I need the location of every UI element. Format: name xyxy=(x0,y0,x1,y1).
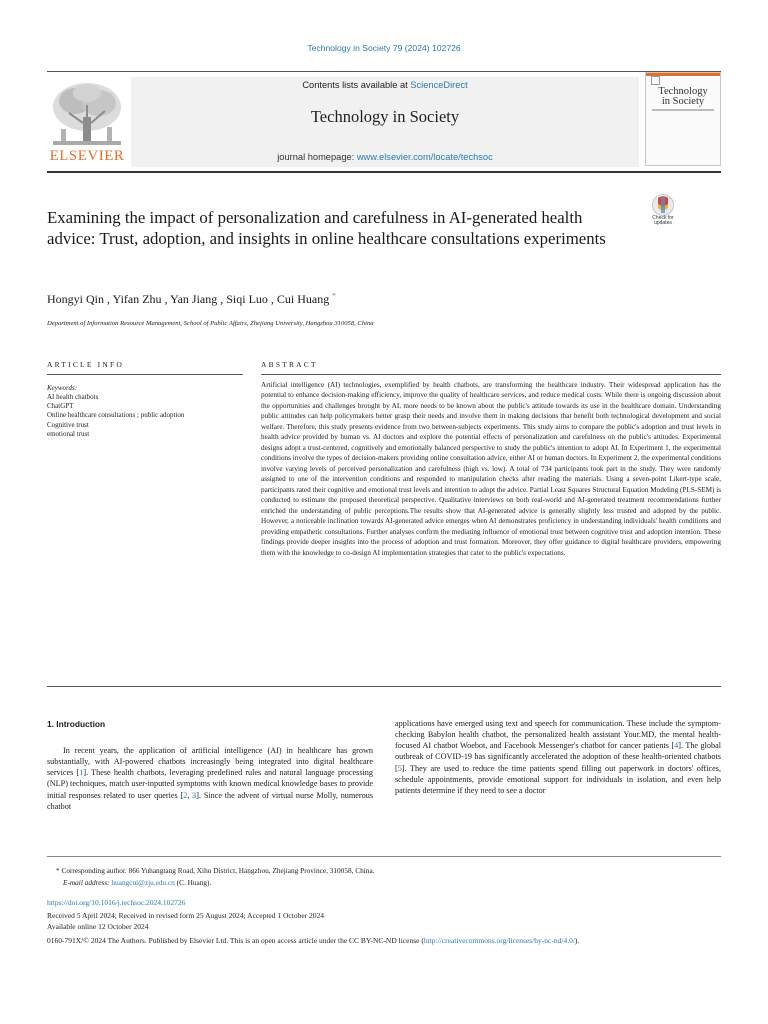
abstract-bottom-rule xyxy=(47,686,721,687)
dates-line: Received 5 April 2024; Received in revised form 25 August 2024; Accepted 1 October 2024 xyxy=(47,911,325,920)
keyword: ChatGPT xyxy=(47,402,74,411)
abstract-rule xyxy=(261,374,721,375)
contents-line xyxy=(131,80,639,90)
homepage-prefix: journal homepage: xyxy=(277,152,357,162)
author-list xyxy=(47,292,547,307)
email-link[interactable]: huangcui@zju.edu.cn xyxy=(111,878,175,887)
email-suffix: (C. Huang). xyxy=(174,878,212,887)
available-online-line: Available online 12 October 2024 xyxy=(47,922,149,931)
masthead-top-rule xyxy=(47,71,721,72)
crossmark-label-line2: updates xyxy=(654,220,672,227)
author-separator: , xyxy=(217,292,227,306)
body-text: applications have emerged using text and speech for communication. These include the symptom-checking Babylon health chatbot, the personalized health assistant Your.MD, the mental health-focused AI chatbot Woebot, and Facebook Messenger's chatbot for cancer patients [ xyxy=(395,719,721,751)
body-text: ]. Since the advent of virtual nurse Molly, numerous chatbot xyxy=(47,790,374,811)
crossmark-icon xyxy=(652,194,674,216)
crossmark-label xyxy=(646,216,680,227)
introduction-column-right xyxy=(395,718,721,796)
reference-link[interactable]: 4 xyxy=(674,741,679,751)
running-head[interactable]: Technology in Society 79 (2024) 102726 xyxy=(307,43,461,53)
crossmark-label-line1: Check for xyxy=(652,215,674,221)
keyword: AI health chatbots xyxy=(47,393,99,401)
body-text: , xyxy=(187,790,193,800)
cover-title-line1: Technology xyxy=(658,86,708,97)
body-text: In recent years, the application of artificial intelligence (AI) in healthcare has grown substantially, with AI-powered chatbots increasingly being integrated into digital healthcare services [ xyxy=(47,746,373,778)
reference-link[interactable]: 2 xyxy=(183,790,188,800)
author-name[interactable]: Siqi Luo xyxy=(226,292,268,306)
keyword: Cognitive trust xyxy=(47,420,89,429)
publisher-wordmark: ELSEVIER xyxy=(49,148,125,164)
email-footnote xyxy=(63,878,211,887)
affiliation: Department of Information Resource Management, School of Public Affairs, Zhejiang University, Hangzhou 310058, China xyxy=(47,320,374,327)
abstract-heading: ABSTRACT xyxy=(261,360,318,369)
reference-link[interactable]: 1 xyxy=(79,768,84,778)
footnote-rule xyxy=(47,856,721,857)
author-name[interactable]: Hongyi Qin xyxy=(47,292,104,306)
reference-link[interactable]: 5 xyxy=(397,763,402,773)
journal-cover[interactable] xyxy=(645,72,721,166)
author-separator: , xyxy=(161,292,171,306)
introduction-heading: 1. Introduction xyxy=(47,719,106,729)
author-name[interactable]: Yifan Zhu xyxy=(112,292,162,306)
publisher-logo xyxy=(47,79,127,167)
footnote-mark: * xyxy=(56,866,60,875)
footnote-text: Corresponding author. 866 Yuhangtang Road, Xihu District, Hangzhou, Zhejiang Province, 310058, China. xyxy=(59,866,375,875)
cover-title-line2: in Society xyxy=(661,96,705,107)
article-title: Examining the impact of personalization and carefulness in AI-generated health advice: Trust, adoption, and insights in online healthcare consultations experiments xyxy=(47,208,606,248)
email-label: E-mail address: xyxy=(63,878,112,887)
masthead-bottom-rule xyxy=(47,171,721,173)
keyword: Online healthcare consultations ; public adoption xyxy=(47,411,185,420)
crossmark-badge[interactable] xyxy=(646,194,680,230)
journal-title: Technology in Society xyxy=(310,107,460,126)
license-link[interactable]: http://creativecommons.org/licenses/by-nc-nd/4.0/ xyxy=(423,936,575,945)
author-separator: , xyxy=(267,292,277,306)
reference-link[interactable]: 3 xyxy=(192,790,197,800)
license-prefix: 0160-791X/© 2024 The Authors. Published by Elsevier Ltd. This is an open access article under the CC BY-NC-ND license ( xyxy=(47,936,424,945)
license-suffix: ). xyxy=(574,936,580,945)
sciencedirect-link[interactable]: ScienceDirect xyxy=(410,80,468,90)
corresponding-author-mark[interactable]: * xyxy=(332,292,336,300)
keyword: emotional trust xyxy=(47,429,90,438)
homepage-line xyxy=(131,152,639,162)
author-separator: , xyxy=(104,292,113,306)
author-name[interactable]: Cui Huang xyxy=(276,292,330,306)
keywords-list xyxy=(47,393,237,439)
body-text: ]. They are used to reduce the time patients spend filling out paperwork in doctors' offices, schedule appointments, provide emotional support for individuals in isolation, and even help patients determine if they need to see a doctor xyxy=(395,763,721,795)
article-info-heading: ARTICLE INFO xyxy=(47,360,124,369)
license-line xyxy=(47,935,721,947)
abstract-text: Artificial intelligence (AI) technologies, exemplified by health chatbots, are transforming the healthcare industry. Their widespread application has the potential to enhance decision-making efficiency, improve the quality of healthcare services, and reduce medical costs. While there is ongoing discussion about the opportunities and challenges brought by AI, more needs to be known about the public's attitude towards its use in the healthcare domain. Understanding public attitudes can help policymakers better grasp their needs and involve them in making decisions that benefit both technological development and social welfare. Therefore, this study presents evidence from two between-subjects experiments. This study aims to compare the public's adoption and trust levels in health advice provided by human vs. AI doctors and explore the potential effects of personalization and carefulness on the public's attitudes. Experimental designs adopt a trust-centered, cognitively and emotionally balanced perspective to study the public's intention to adopt AI. In Experiment 1, the experimental conditions involve the types of decision-makers providing online consultation advice, either AI or human doctors. In Experiment 2, the experimental conditions involve varying levels of perceived personalization and carefulness (high vs. low). A total of 734 participants took part in the study. They were randomly assigned to one of the intervention conditions and responded to manipulation checks after reading the materials. Using a seven-point Likert-type scale, participants rated their cognitive and emotional trust levels and intention to adopt the advice. Partial Least Squares Structural Equation Modeling (PLS-SEM) is conducted to estimate the proposed theoretical perspective. Qualitative interviews on both real-world and AI-generated treatment recommendations further enriched the understanding of public perceptions.The results show that AI-generated advice is generally slightly less trusted and adopted by the public. However, a noticeable inclination towards AI-generated advice emerges when AI demonstrates proficiency in understanding individuals' health conditions and providing empathetic consultations. Further analyses confirm the mediating influence of emotional trust between cognitive trust and adoption intention. These findings provide deeper insights into the process of adoption and trust formation. Moreover, they offer guidance to digital healthcare providers, empowering them with the knowledge to co-design AI implementation strategies that cater to the public's expectations. xyxy=(261,381,721,557)
cover-subtitle-bar xyxy=(652,109,714,111)
cover-mark-icon xyxy=(651,76,660,85)
doi-line xyxy=(47,898,185,907)
contents-prefix: Contents lists available at xyxy=(302,80,411,90)
article-info-rule xyxy=(47,374,243,375)
homepage-link[interactable]: www.elsevier.com/locate/techsoc xyxy=(356,152,493,162)
keywords-label: Keywords: xyxy=(47,384,78,392)
author-name[interactable]: Yan Jiang xyxy=(170,292,218,306)
introduction-column-left xyxy=(47,745,373,812)
doi-link[interactable]: https://doi.org/10.1016/j.techsoc.2024.102726 xyxy=(47,898,186,907)
elsevier-tree-icon xyxy=(47,79,127,147)
body-text: ]. The global outbreak of COVID-19 has significantly accelerated the adoption of these health-oriented chatbots [ xyxy=(395,741,721,773)
body-text: ]. These health chatbots, leveraging predefined rules and natural language processing (NLP) techniques, match user-inputted symptoms with known medical knowledge bases to provide initial responses related to user queries [ xyxy=(47,768,373,800)
corresponding-footnote xyxy=(56,866,375,875)
